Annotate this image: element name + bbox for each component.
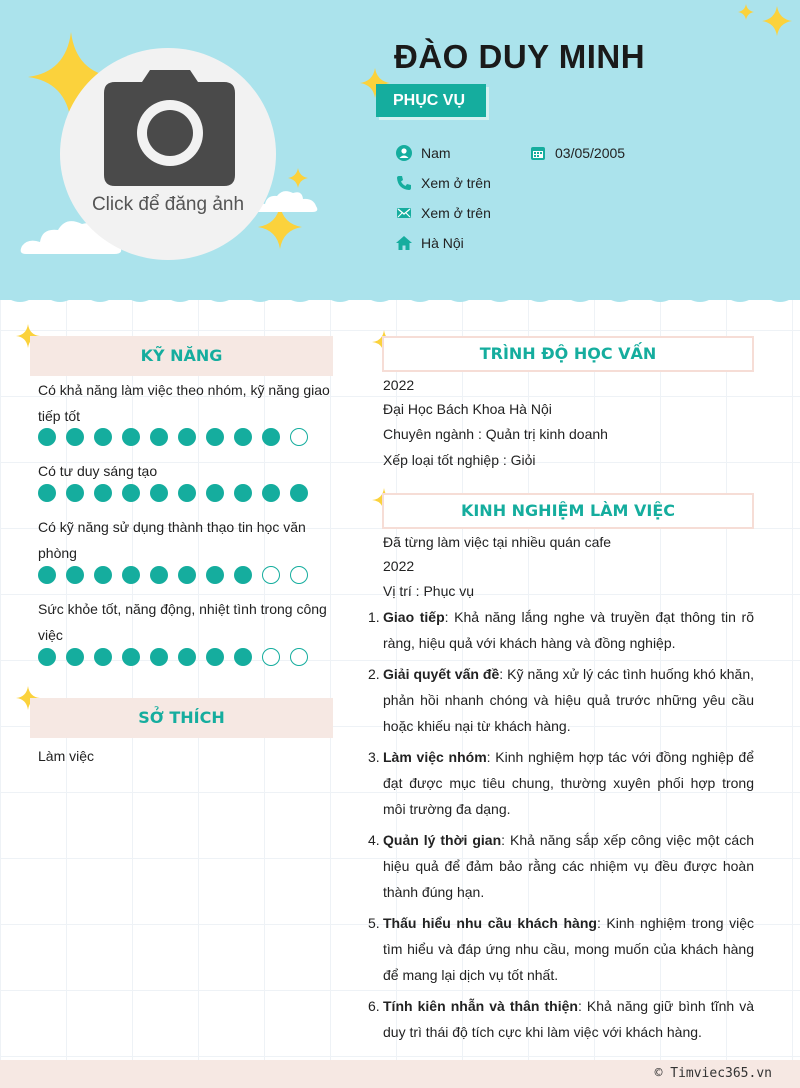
rating-dot-filled (94, 428, 112, 446)
birthdate-value: 03/05/2005 (555, 145, 626, 161)
star-icon (738, 4, 754, 20)
address-value: Hà Nội (421, 235, 464, 251)
rating-dot-filled (94, 566, 112, 584)
position-badge: PHỤC VỤ (376, 84, 486, 117)
gender-value: Nam (421, 145, 451, 161)
item-number: 3. (368, 749, 380, 765)
list-item (368, 661, 754, 739)
education-major: Chuyên ngành : Quản trị kinh doanh (383, 426, 608, 442)
skill-name: Có khả năng làm việc theo nhóm, kỹ năng giao tiếp tốt (38, 382, 330, 424)
experience-role: Vị trí : Phục vụ (383, 583, 475, 599)
rating-dot-filled (66, 428, 84, 446)
rating-dot-filled (206, 484, 224, 502)
rating-dot-filled (122, 428, 140, 446)
info-email (396, 205, 491, 221)
skill-rating (38, 648, 308, 666)
rating-dot-empty (290, 648, 308, 666)
item-number: 5. (368, 915, 380, 931)
info-gender (396, 145, 451, 161)
info-birthdate (530, 145, 625, 161)
star-icon (762, 6, 792, 36)
item-title: Giải quyết vấn đề (383, 666, 500, 682)
item-text: : Khả năng sắp xếp công việc một cách hiệu quả để đảm bảo rằng các nhiệm vụ đều được hoàn thành đúng hạn. (383, 832, 754, 900)
item-number: 4. (368, 832, 380, 848)
rating-dot-filled (94, 484, 112, 502)
rating-dot-filled (122, 648, 140, 666)
education-grade: Xếp loại tốt nghiệp : Giỏi (383, 452, 536, 468)
experience-company: Đã từng làm việc tại nhiều quán cafe (383, 534, 612, 550)
rating-dot-filled (122, 484, 140, 502)
info-phone (396, 175, 491, 191)
rating-dot-filled (206, 648, 224, 666)
item-text: : Khả năng lắng nghe và truyền đạt thông tin rõ ràng, hiệu quả với khách hàng và đồng nghiệp. (383, 609, 754, 651)
rating-dot-filled (150, 648, 168, 666)
rating-dot-filled (178, 484, 196, 502)
rating-dot-filled (234, 648, 252, 666)
scallop-edge (0, 272, 800, 312)
rating-dot-filled (38, 566, 56, 584)
item-text: : Kinh nghiệm trong việc tìm hiểu và đáp ứng nhu cầu, mong muốn của khách hàng để mang lại dịch vụ tốt nhất. (383, 915, 754, 983)
rating-dot-empty (262, 566, 280, 584)
rating-dot-filled (234, 566, 252, 584)
candidate-name: ĐÀO DUY MINH (394, 38, 646, 75)
person-icon (396, 145, 412, 161)
skill-name: Có kỹ năng sử dụng thành thạo tin học văn phòng (38, 519, 306, 561)
skill-name: Có tư duy sáng tạo (38, 463, 158, 479)
star-icon (288, 168, 308, 188)
info-address (396, 235, 464, 251)
item-text: : Kỹ năng xử lý các tình huống khó khăn, phản hồi nhanh chóng và hiệu quả trước những yêu cầu hoặc khiếu nại từ khách hàng. (383, 666, 754, 734)
skill-rating (38, 484, 308, 502)
calendar-icon (530, 145, 546, 161)
rating-dot-filled (234, 428, 252, 446)
item-number: 6. (368, 998, 380, 1014)
rating-dot-filled (206, 428, 224, 446)
rating-dot-filled (38, 484, 56, 502)
rating-dot-filled (262, 484, 280, 502)
phone-value: Xem ở trên (421, 175, 491, 191)
item-title: Tính kiên nhẫn và thân thiện (383, 998, 578, 1014)
skill-rating (38, 566, 308, 584)
rating-dot-empty (262, 648, 280, 666)
rating-dot-filled (262, 428, 280, 446)
rating-dot-filled (66, 648, 84, 666)
list-item (368, 910, 754, 988)
hobbies-heading: SỞ THÍCH (30, 698, 333, 738)
avatar-upload[interactable] (60, 48, 276, 260)
item-title: Giao tiếp (383, 609, 445, 625)
rating-dot-filled (178, 648, 196, 666)
home-icon (396, 235, 412, 251)
rating-dot-filled (178, 566, 196, 584)
hobby-text: Làm việc (38, 748, 95, 764)
list-item (368, 744, 755, 822)
education-year: 2022 (383, 377, 415, 393)
rating-dot-filled (38, 428, 56, 446)
rating-dot-empty (290, 428, 308, 446)
experience-list (368, 604, 755, 1050)
item-title: Làm việc nhóm (383, 749, 487, 765)
rating-dot-filled (290, 484, 308, 502)
camera-icon (104, 70, 235, 186)
item-title: Thấu hiểu nhu cầu khách hàng (383, 915, 597, 931)
phone-icon (396, 175, 412, 191)
education-school: Đại Học Bách Khoa Hà Nội (383, 401, 552, 417)
item-text: : Kinh nghiệm hợp tác với đồng nghiệp để đạt được mục tiêu chung, thường xuyên phối hợp trong môi trường đa dạng. (383, 749, 755, 817)
item-number: 1. (368, 609, 380, 625)
rating-dot-filled (234, 484, 252, 502)
rating-dot-filled (38, 648, 56, 666)
item-number: 2. (368, 666, 380, 682)
mail-icon (396, 205, 412, 221)
copyright: © Timviec365.vn (654, 1066, 772, 1081)
education-heading: TRÌNH ĐỘ HỌC VẤN (382, 336, 754, 372)
rating-dot-filled (150, 428, 168, 446)
rating-dot-filled (150, 566, 168, 584)
experience-year: 2022 (383, 558, 415, 574)
email-value: Xem ở trên (421, 205, 491, 221)
footer (0, 1060, 800, 1088)
rating-dot-filled (66, 566, 84, 584)
rating-dot-filled (94, 648, 112, 666)
list-item (368, 604, 754, 656)
skill-rating (38, 428, 308, 446)
item-title: Quản lý thời gian (383, 832, 502, 848)
experience-heading: KINH NGHIỆM LÀM VIỆC (382, 493, 754, 529)
skills-heading: KỸ NĂNG (30, 336, 333, 376)
upload-label: Click để đăng ảnh (91, 194, 245, 215)
rating-dot-empty (290, 566, 308, 584)
item-text: : Khả năng giữ bình tĩnh và duy trì thái độ tích cực khi làm việc với khách hàng. (383, 998, 755, 1040)
rating-dot-filled (122, 566, 140, 584)
rating-dot-filled (178, 428, 196, 446)
rating-dot-filled (66, 484, 84, 502)
list-item (368, 827, 754, 905)
list-item (368, 993, 755, 1045)
rating-dot-filled (206, 566, 224, 584)
rating-dot-filled (150, 484, 168, 502)
skill-name: Sức khỏe tốt, năng động, nhiệt tình trong công việc (38, 601, 327, 643)
